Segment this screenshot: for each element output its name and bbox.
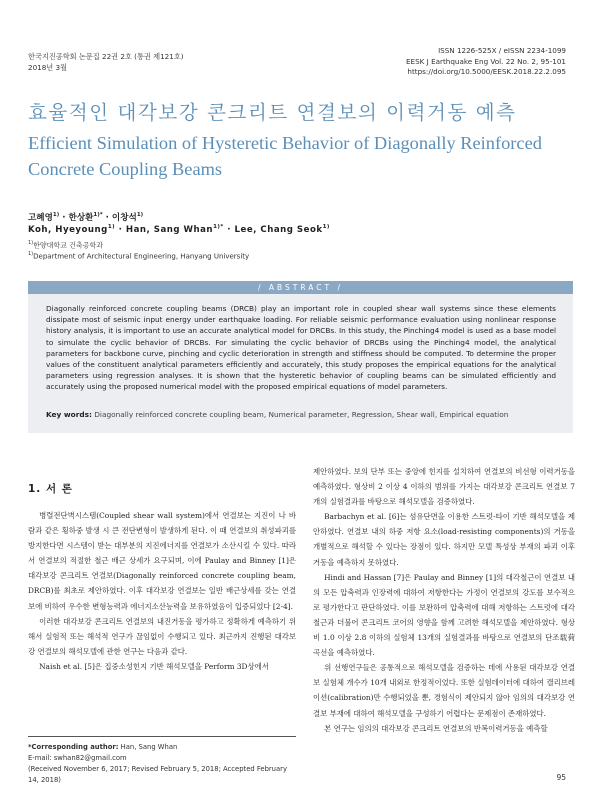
paragraph: 병렬전단벽시스템(Coupled shear wall system)에서 연결보는 지진이 나 바람과 같은 횡하중 발생 시 큰 전단변형이 발생하게 된다. 이 때 연결보의 취성파괴를 방지한다면 시스템이 받는 대부분의 지진에너지를 연결보가 소산시킬 수 있다. 따라서 연결보의 적절한 철근 배근 상세가 요구되며, 이에 Paulay and Binney [1]은 대각보강 콘크리트 연결보(Diagonally reinforced concrete coupling beam, DRCB)를 최초로 제안하였다. 이후 대각보강 연결보는 일반 배근상세를 갖는 연결보에 비하여 우수한 변형능력과 에너지소산능력을 보유하였음이 입증되었다 [2-4]. xyxy=(28,511,296,611)
author-separator: · xyxy=(105,213,109,223)
authors-korean xyxy=(28,211,143,223)
author-name: Koh, Hyeyoung xyxy=(28,224,108,235)
journal-header-right xyxy=(406,46,566,78)
body-column-left xyxy=(28,508,296,674)
author-sup: 1) xyxy=(322,224,330,230)
issn: ISSN 1226-525X / eISSN 2234-1099 xyxy=(438,46,566,55)
author-name: 한상환 xyxy=(68,213,94,223)
issue-date-ko: 2018년 3월 xyxy=(28,62,68,72)
keywords-list: Diagonally reinforced concrete coupling beam, Numerical parameter, Regression, Shear wall, Empirical equation xyxy=(94,410,509,419)
paragraph: Barbachyn et al. [6]는 섬유단면을 이용한 스트럿-타이 기반 해석모델을 제안하였다. 연결보 내의 하중 저항 요소(load-resisting components)의 거동을 개별적으로 해석할 수 있다는 장점이 있다. 하지만 모델 특성상 부재의 파괴 이후 거동을 예측하지 못하였다. xyxy=(313,512,575,567)
author-name: 이창석 xyxy=(111,213,137,223)
author-name: Han, Sang Whan xyxy=(125,224,214,235)
author-sup: 1) xyxy=(52,212,60,219)
paragraph: 제안하였다. 보의 단부 또는 중앙에 힌지를 설치하여 연결보의 비선형 이력거동을 예측하였다. 형상비 2 이상 4 이하의 범위를 가지는 대각보강 콘크리트 연결보 7개의 실험결과를 바탕으로 해석모델을 검증하였다. xyxy=(313,467,575,507)
author-sup: 1)* xyxy=(93,212,103,219)
body-column-right xyxy=(313,464,575,736)
paragraph: 본 연구는 임의의 대각보강 콘크리트 연결보의 반복이력거동을 예측할 xyxy=(324,723,548,733)
affiliation-text: Department of Architectural Engineering, Hanyang University xyxy=(33,252,250,261)
affiliation-text: 한양대학교 건축공학과 xyxy=(33,241,103,250)
paragraph: 이러한 대각보강 콘크리트 연결보의 내진거동을 평가하고 정확하게 예측하기 위해서 실험적 또는 해석적 연구가 끊임없이 수행되고 있다. 최근까지 진행된 대각보강 연결보의 해석모델에 관한 연구는 다음과 같다. xyxy=(28,616,296,656)
keywords-label: Key words: xyxy=(46,410,92,419)
section-heading-introduction: 1. 서 론 xyxy=(28,483,73,495)
paragraph: Naish et al. [5]은 집중소성힌지 기반 해석모델을 Perform 3D상에서 xyxy=(39,661,269,671)
page-number: 95 xyxy=(556,773,566,782)
affiliation-english xyxy=(28,251,249,260)
journal-name-ko: 한국지진공학회 논문집 22권 2호 (통권 제121호) xyxy=(28,52,184,61)
abstract-box xyxy=(28,294,573,433)
affiliation-korean xyxy=(28,240,103,250)
affiliation-sup: 1) xyxy=(28,251,34,257)
author-name: 고혜영 xyxy=(28,213,53,223)
paragraph: Hindi and Hassan [7]은 Paulay and Binney [1]의 대각철근이 연결보 내의 모든 압축력과 인장력에 대하여 저항한다는 가정이 연결보의 강도를 보수적으로 평가한다고 판단하였다. 이를 보완하여 압축력에 대해 저항하는 스트럿에 대각철근과 더불어 콘크리트 코어의 영향을 함께 고려한 해석모델을 제안하였다. 형상비 1.0 이상 2.8 이하의 실험체 13개의 실험결과를 바탕으로 연결보의 단조载荷곡선을 예측하였다. xyxy=(313,572,575,658)
journal-volume: EESK J Earthquake Eng Vol. 22 No. 2, 95-101 xyxy=(406,56,566,66)
corresponding-label: *Corresponding author: xyxy=(28,743,119,751)
title-english: Efficient Simulation of Hysteretic Behavior of Diagonally Reinforced Concrete Coupling Beams xyxy=(28,133,542,179)
abstract-text: Diagonally reinforced concrete coupling beams (DRCB) play an important role in coupled shear wall systems since these elements dissipate most of seismic input energy under earthquake loading. For reliable seismic performance evaluation using nonlinear response history analysis, it is important to use an accurate analytical model for DRCBs. In this study, the Pinching4 model is used as a base model to simulate the cyclic behavior of DRCBs. For simulating the cyclic behavior of DRCBs using the Pinching4 model, the analytical parameters for backbone curve, pinching and cyclic deterioration in strength and stiffness should be computed. To determine the proper values of the constituent analytical parameters efficiently and accurately, this study proposes the empirical equations for the analytical parameters using regression analyses. It is shown that the hysteretic behavior of coupling beams can be simulated efficiently and accurately using the proposed numerical model with the proposed empirical equations of model parameters. xyxy=(46,304,556,392)
footnote-divider xyxy=(28,736,296,737)
author-separator: · xyxy=(118,224,123,235)
abstract-heading: / ABSTRACT / xyxy=(257,283,344,292)
received-dates: (Received November 6, 2017; Revised February 5, 2018; Accepted February 14, 2018) xyxy=(28,765,287,784)
abstract-heading-bar xyxy=(28,281,573,294)
affiliation-sup: 1) xyxy=(28,240,34,246)
corresponding-name: Han, Sang Whan xyxy=(120,743,178,751)
author-sup: 1)* xyxy=(213,224,224,230)
author-separator: · xyxy=(227,224,232,235)
footnote xyxy=(28,742,296,786)
author-separator: · xyxy=(62,213,66,223)
journal-header-left xyxy=(28,52,184,73)
corresponding-author xyxy=(28,742,296,753)
paragraph: 위 선행연구들은 공통적으로 해석모델을 검증하는 데에 사용된 대각보강 연결보 실험체 개수가 10개 내외로 한정적이었다. 또한 실험데이터에 대하여 캘리브레이션(calibration)만 수행되었을 뿐, 경험식이 제안되지 않아 임의의 대각보강 연결보 부재에 대하여 해석모델을 구성하기 어렵다는 문제점이 존재하였다. xyxy=(313,663,575,718)
author-name: Lee, Chang Seok xyxy=(234,224,323,235)
authors-english xyxy=(28,224,330,235)
author-sup: 1) xyxy=(107,224,116,230)
keywords xyxy=(46,410,556,419)
doi-link[interactable]: https://doi.org/10.5000/EESK.2018.22.2.095 xyxy=(407,67,566,76)
author-sup: 1) xyxy=(136,212,144,219)
email[interactable]: E-mail: swhan82@gmail.com xyxy=(28,754,127,762)
title-korean: 효율적인 대각보강 콘크리트 연결보의 이력거동 예측 xyxy=(28,101,517,124)
